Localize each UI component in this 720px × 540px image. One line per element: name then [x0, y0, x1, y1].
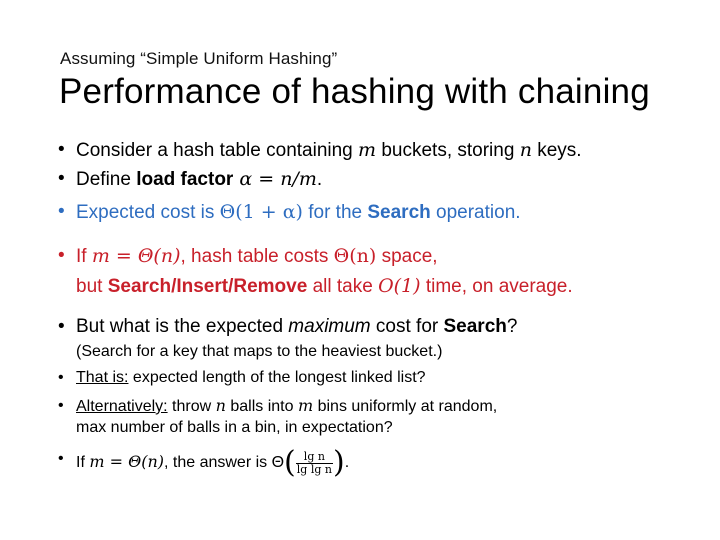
italic-maximum: maximum: [288, 316, 371, 337]
fraction-lgn-lglgn: [296, 451, 333, 476]
text: keys.: [531, 140, 582, 161]
math-m: m: [358, 139, 377, 161]
bullet-dot: •: [58, 316, 65, 337]
underlined-that-is: That is:: [76, 369, 129, 386]
left-paren: (: [284, 445, 296, 480]
sub-note-text: (Search for a key that maps to the heaviest bucket.): [76, 343, 443, 360]
bullet-dot: •: [58, 139, 65, 160]
bullet-if-m-theta-n: [58, 244, 573, 299]
text: balls into: [225, 398, 298, 415]
text: , the answer is Θ: [164, 454, 285, 472]
bullet-load-factor: [58, 167, 322, 192]
right-paren: ): [332, 445, 345, 480]
bullet-dot: •: [58, 245, 65, 266]
math-theta-n: Θ(n): [333, 245, 377, 267]
bullet-dot: •: [58, 369, 64, 386]
fraction-numerator: lg n: [296, 451, 333, 464]
bullet-dot: •: [58, 450, 64, 467]
text: all take: [307, 276, 379, 297]
sub-note: [58, 341, 442, 362]
text: buckets, storing: [376, 140, 520, 161]
fraction-denominator: lg lg n: [296, 462, 332, 476]
text: but: [76, 276, 108, 297]
underlined-alternatively: Alternatively:: [76, 398, 168, 415]
math-m-theta-n: m = Θ(n): [89, 452, 164, 472]
math-n: n: [215, 396, 226, 415]
text: operation.: [430, 202, 521, 223]
text: If: [76, 454, 90, 472]
text: Expected cost is: [76, 202, 220, 223]
math-m: m: [297, 396, 314, 415]
text: , hash table costs: [180, 246, 334, 267]
text: .: [316, 169, 323, 190]
text: Define: [76, 169, 137, 190]
bold-load-factor: load factor: [136, 169, 234, 190]
math-o1: O(1): [378, 275, 421, 297]
bullet-dot: •: [58, 168, 65, 189]
bullet-expected-maximum: [58, 315, 517, 339]
text: Consider a hash table containing: [76, 140, 359, 161]
bullet-answer: [58, 445, 350, 480]
text: bins uniformly at random,: [313, 398, 498, 415]
bold-search: Search: [443, 316, 507, 337]
bold-search-insert-remove: Search/Insert/Remove: [107, 276, 308, 297]
text: time, on average.: [420, 276, 573, 297]
bullet-expected-cost: [58, 200, 521, 225]
bullet-alternatively: [58, 395, 497, 438]
bullet-dot: •: [58, 201, 65, 222]
bullet-consider: [58, 138, 582, 163]
text: cost for: [370, 316, 444, 337]
bullet-dot: •: [58, 397, 64, 414]
text: for the: [302, 202, 368, 223]
text: .: [344, 454, 350, 472]
text: But what is the expected: [76, 316, 289, 337]
math-n: n: [519, 139, 532, 161]
text: expected length of the longest linked list?: [128, 369, 426, 386]
bold-search: Search: [367, 202, 431, 223]
math-m-theta-n: m = Θ(n): [91, 245, 181, 267]
math-theta: Θ(1 + α): [219, 201, 303, 223]
subtitle: Assuming “Simple Uniform Hashing”: [60, 49, 338, 68]
text: If: [76, 246, 92, 267]
text: ?: [506, 316, 518, 337]
text: max number of balls in a bin, in expectation?: [76, 419, 393, 436]
text: space,: [376, 246, 438, 267]
bullet-that-is: [58, 367, 426, 388]
math-alpha: α = n/m: [233, 168, 317, 190]
text: throw: [167, 398, 216, 415]
slide-title: Performance of hashing with chaining: [59, 72, 650, 111]
